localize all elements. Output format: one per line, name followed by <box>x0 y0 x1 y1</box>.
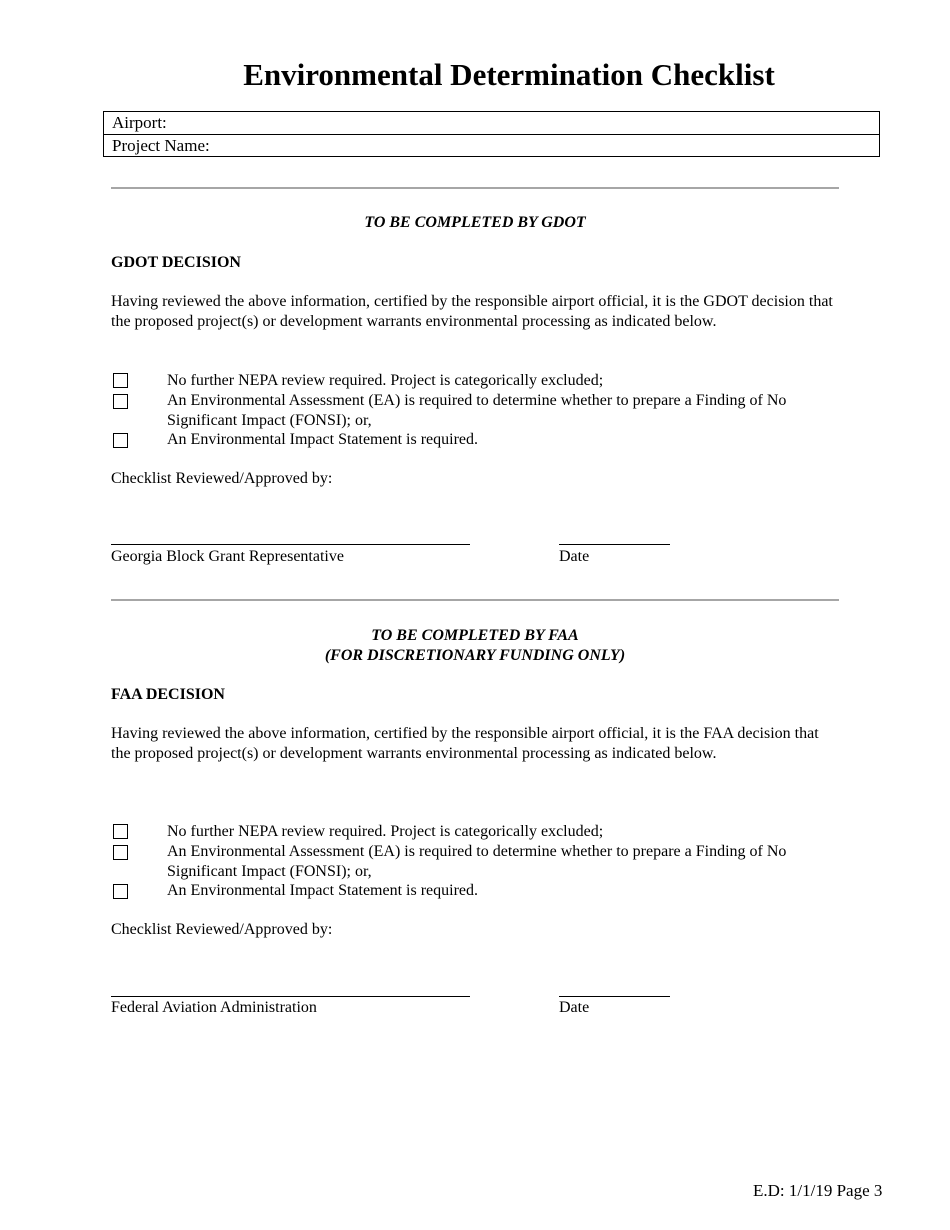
faa-signature-line[interactable] <box>111 996 470 997</box>
gdot-date-line[interactable] <box>559 544 670 545</box>
faa-section-title: TO BE COMPLETED BY FAA <box>371 627 579 644</box>
gdot-decision-heading: GDOT DECISION <box>111 254 241 271</box>
gdot-decision-paragraph: Having reviewed the above information, certified by the responsible airport official, it is the GDOT decision that the proposed project(s) or development warrants environmental processing as indicated below. <box>111 293 833 330</box>
gdot-option-environmental-assessment: An Environmental Assessment (EA) is required to determine whether to prepare a Finding of No Significant Impact (FONSI); or, <box>167 392 787 429</box>
faa-decision-paragraph: Having reviewed the above information, certified by the responsible airport official, it is the FAA decision that the proposed project(s) or development warrants environmental processing as indicated below. <box>111 725 819 762</box>
gdot-signer-label: Georgia Block Grant Representative <box>111 548 344 565</box>
gdot-option-environmental-impact-statement: An Environmental Impact Statement is required. <box>167 431 479 448</box>
project-name-field[interactable]: Project Name: <box>104 134 879 156</box>
faa-date-line[interactable] <box>559 996 670 997</box>
gdot-checkbox-environmental-assessment[interactable] <box>113 394 128 409</box>
faa-date-label: Date <box>559 999 590 1016</box>
airport-field[interactable]: Airport: <box>112 113 167 132</box>
section-divider <box>111 187 839 189</box>
faa-signer-label: Federal Aviation Administration <box>111 999 317 1016</box>
faa-decision-heading: FAA DECISION <box>111 686 225 703</box>
gdot-date-label: Date <box>559 548 590 565</box>
faa-option-environmental-impact-statement: An Environmental Impact Statement is required. <box>167 882 479 899</box>
page-footer: E.D: 1/1/19 Page 3 <box>753 1181 883 1200</box>
gdot-checkbox-environmental-impact-statement[interactable] <box>113 433 128 448</box>
gdot-checkbox-categorical-exclusion[interactable] <box>113 373 128 388</box>
gdot-signature-line[interactable] <box>111 544 470 545</box>
faa-checkbox-environmental-impact-statement[interactable] <box>113 884 128 899</box>
gdot-option-categorical-exclusion: No further NEPA review required. Project is categorically excluded; <box>167 372 604 389</box>
gdot-section-title: TO BE COMPLETED BY GDOT <box>364 214 586 231</box>
section-divider <box>111 599 839 601</box>
gdot-reviewed-by-label: Checklist Reviewed/Approved by: <box>111 470 333 487</box>
faa-section-subtitle: (FOR DISCRETIONARY FUNDING ONLY) <box>324 647 626 664</box>
document-title: Environmental Determination Checklist <box>243 57 775 92</box>
faa-checkbox-categorical-exclusion[interactable] <box>113 824 128 839</box>
faa-option-categorical-exclusion: No further NEPA review required. Project is categorically excluded; <box>167 823 604 840</box>
project-info-table <box>103 111 880 157</box>
faa-checkbox-environmental-assessment[interactable] <box>113 845 128 860</box>
faa-reviewed-by-label: Checklist Reviewed/Approved by: <box>111 921 333 938</box>
faa-option-environmental-assessment: An Environmental Assessment (EA) is required to determine whether to prepare a Finding of No Significant Impact (FONSI); or, <box>167 843 787 880</box>
